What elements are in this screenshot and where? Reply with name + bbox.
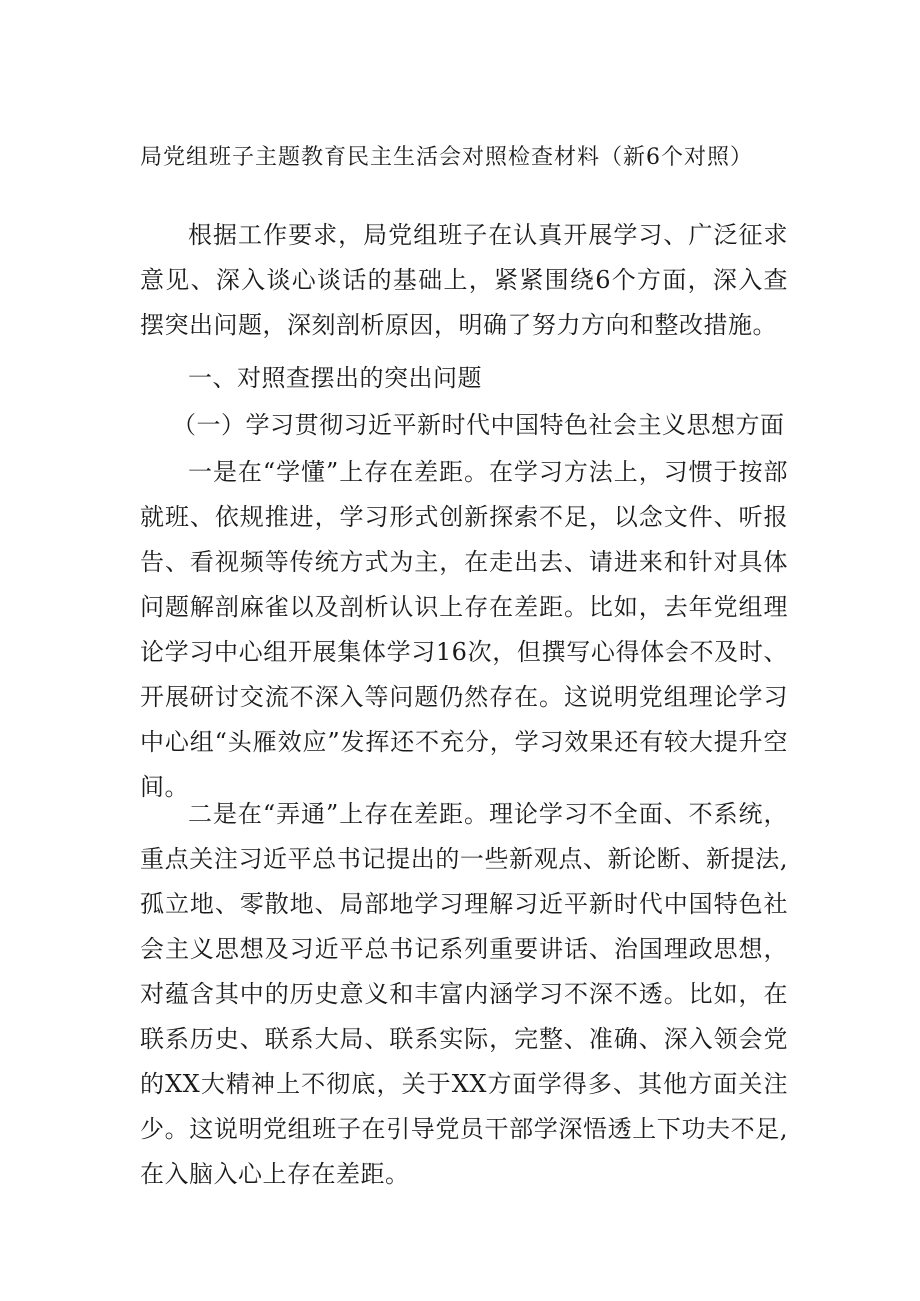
- paragraph-1: 一是在“学懂”上存在差距。在学习方法上，习惯于按部就班、依规推进，学习形式创新探索不足，以念文件、听报告、看视频等传统方式为主，在走出去、请进来和针对具体问题解剖麻雀以及剖析认识上存在差距。比如，去年党组理论学习中心组开展集体学习16次，但撰写心得体会不及时、开展研讨交流不深入等问题仍然存在。这说明党组理论学习中心组“头雁效应”发挥还不充分，学习效果还有较大提升空间。: [140, 458, 788, 801]
- paragraph-2: 二是在“弄通”上存在差距。理论学习不全面、不系统，重点关注习近平总书记提出的一些新观点、新论断、新提法,孤立地、零散地、局部地学习理解习近平新时代中国特色社会主义思想及习近平总书记系列重要讲话、治国理政思想，对蕴含其中的历史意义和丰富内涵学习不深不透。比如，在联系历史、联系大局、联系实际，完整、准确、深入领会党的XX大精神上不彻底，关于XX方面学得多、其他方面关注少。这说明党组班子在引导党员干部学深悟透上下功夫不足,在入脑入心上存在差距。: [140, 800, 788, 1188]
- subsection-1-heading: （一）学习贯彻习近平新时代中国特色社会主义思想方面: [172, 411, 785, 439]
- intro-paragraph: 根据工作要求，局党组班子在认真开展学习、广泛征求意见、深入谈心谈话的基础上，紧紧围绕6个方面，深入查摆突出问题，深刻剖析原因，明确了努力方向和整改措施。: [140, 221, 788, 339]
- document-title: 局党组班子主题教育民主生活会对照检查材料（新6个对照）: [140, 145, 753, 170]
- section-1-heading: 一、对照查摆出的突出问题: [188, 364, 482, 392]
